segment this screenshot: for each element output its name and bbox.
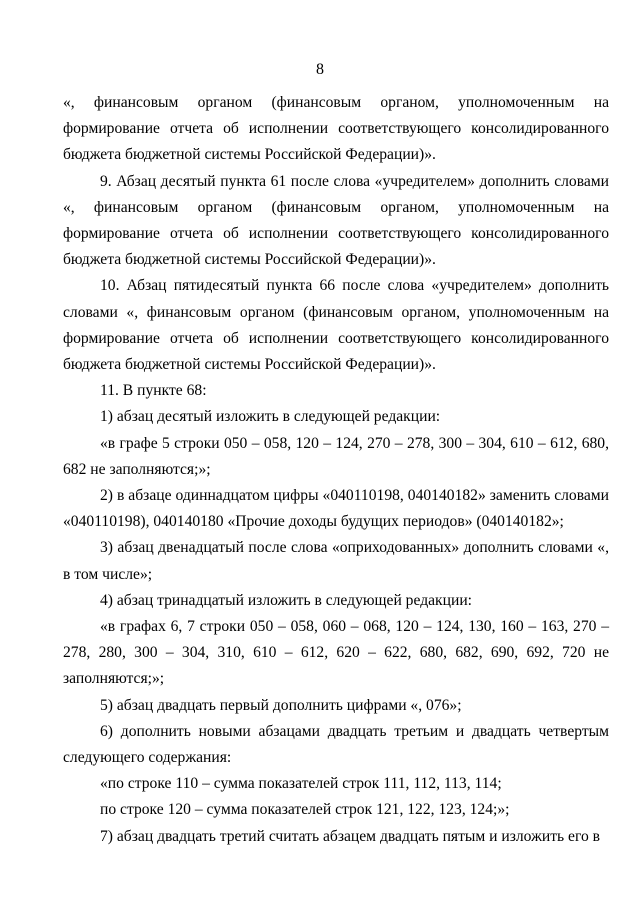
paragraph-item-9: 9. Абзац десятый пункта 61 после слова «учредителем» дополнить словами «, финансовым органом (финансовым органом, уполномоченным на формирование отчета об исполнении соответствующего консолидированного бюджета бюджетной системы Российской Федерации)». [63, 172, 609, 269]
paragraph-quote-6a: «по строке 110 – сумма показателей строк 111, 112, 113, 114; [100, 775, 502, 793]
paragraph-subitem-1: 1) абзац десятый изложить в следующей редакции: [100, 408, 441, 426]
paragraph-subitem-5: 5) абзац двадцать первый дополнить цифрами «, 076»; [100, 696, 462, 714]
paragraph-subitem-7: 7) абзац двадцать третий считать абзацем двадцать пятым и изложить его в [100, 827, 601, 845]
paragraph-item-11: 11. В пункте 68: [100, 382, 207, 400]
paragraph-subitem-6: 6) дополнить новыми абзацами двадцать третьим и двадцать четвертым следующего содержания: [63, 722, 609, 767]
document-body [63, 90, 609, 850]
paragraph-quote-6b: по строке 120 – сумма показателей строк 121, 122, 123, 124;»; [100, 801, 510, 819]
paragraph-subitem-2: 2) в абзаце одиннадцатом цифры «040110198, 040140182» заменить словами «040110198), 040140180 «Прочие доходы будущих периодов» (040140182»; [63, 487, 609, 531]
paragraph-continuation: «, финансовым органом (финансовым органом, уполномоченным на формирование отчета об исполнении соответствующего консолидированного бюджета бюджетной системы Российской Федерации)». [63, 94, 609, 164]
paragraph-item-10: 10. Абзац пятидесятый пункта 66 после слова «учредителем» дополнить словами «, финансовым органом (финансовым органом, уполномоченным на формирование отчета об исполнении соответствующего консолидированного бюджета бюджетной системы Российской Федерации)». [63, 277, 609, 374]
paragraph-quote-1: «в графе 5 строки 050 – 058, 120 – 124, 270 – 278, 300 – 304, 610 – 612, 680, 682 не заполняются;»; [63, 434, 609, 478]
paragraph-subitem-4: 4) абзац тринадцатый изложить в следующей редакции: [100, 591, 472, 609]
paragraph-quote-4: «в графах 6, 7 строки 050 – 058, 060 – 068, 120 – 124, 130, 160 – 163, 270 – 278, 280, 300 – 304, 310, 610 – 612, 620 – 622, 680, 682, 690, 692, 720 не заполняются;»; [63, 618, 609, 688]
page-number: 8 [316, 61, 324, 78]
paragraph-subitem-3: 3) абзац двенадцатый после слова «оприходованных» дополнить словами «, в том числе»; [63, 539, 609, 583]
